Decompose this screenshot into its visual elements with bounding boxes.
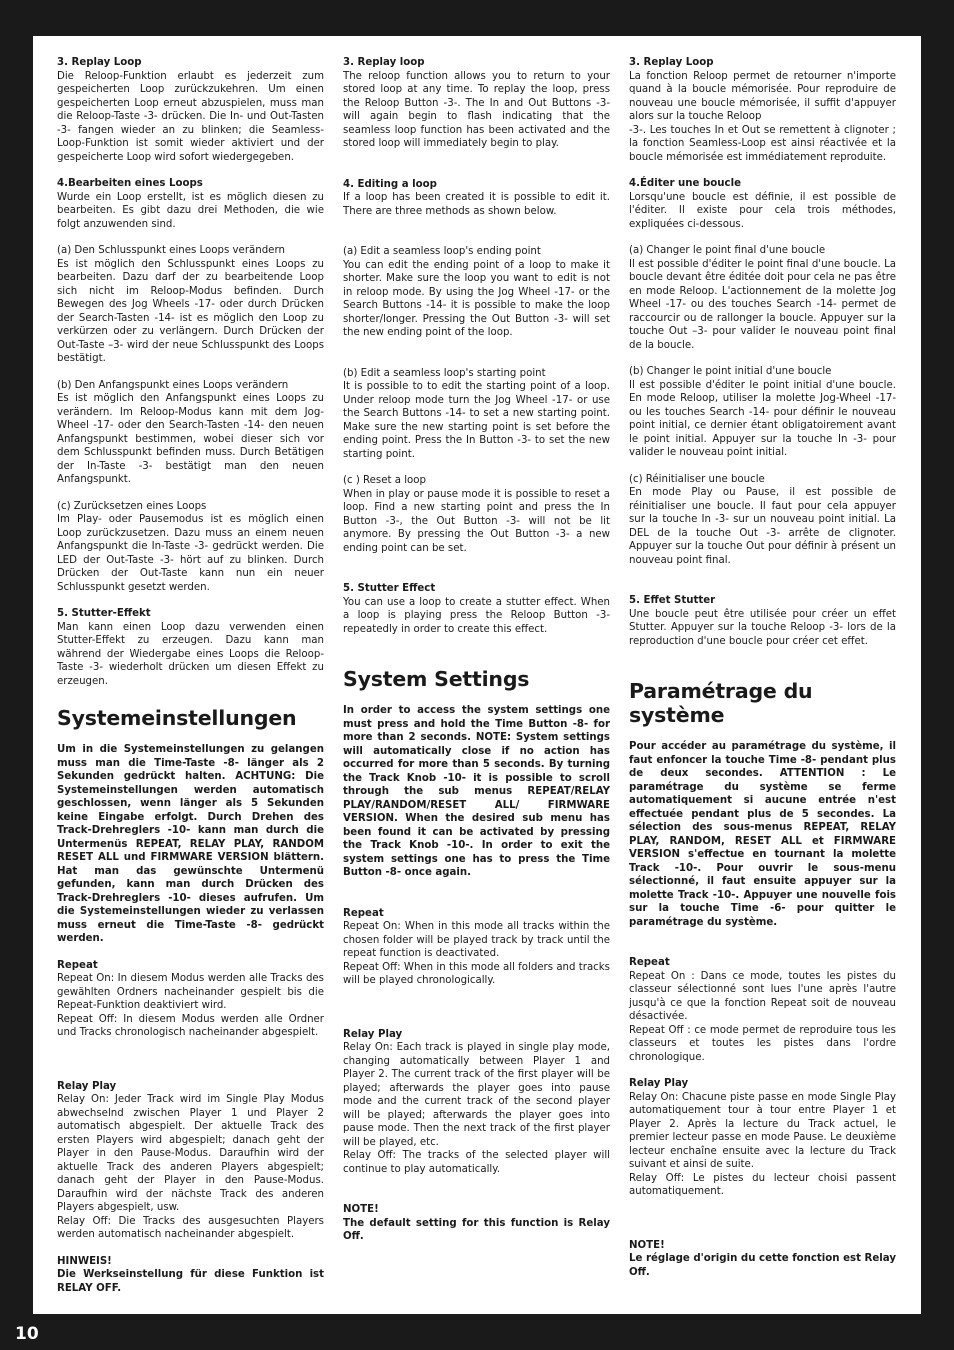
system-settings-heading: Systemeinstellungen [57, 706, 297, 730]
section-title: Relay Play [343, 1028, 403, 1040]
section-title: 3. Replay Loop [57, 57, 142, 68]
section-body: Relay On: Chacune piste passe en mode Single Play automatiquement tour à tour entre Player 1 et Player 2. Après la lecture du Track actuel, le premier lecteur passe en mode Pause. Le deuxième lecteur enchaîne ensuite avec la lecture du Track suivant et ainsi de suite. Relay Off: Le pistes du lecteur choisi passent automatiquement. [629, 1091, 896, 1197]
section-note [629, 1239, 896, 1280]
section-body: If a loop has been created it is possible to edit it. There are three methods as shown below. [343, 192, 610, 217]
section-stutter-effect [57, 607, 324, 688]
section-system-settings-intro [629, 740, 896, 929]
section-stutter-effect [343, 582, 610, 636]
section-repeat [57, 959, 324, 1040]
section-edit-ending-point [343, 245, 610, 340]
section-replay-loop [57, 56, 324, 164]
section-relay-play [57, 1080, 324, 1242]
section-body: Il est possible d'éditer le point final d'une boucle. La boucle devant être éditée doit pour cela ne pas être en mode Reloop. L'actionnement de la molette Jog Wheel -17- ou des touches Search -14- permet de raccourcir ou de rallonger la boucle. Appuyer sur la touche Out –3- pour valider le nouveau point final de la boucle. [629, 258, 896, 351]
section-body: It is possible to to edit the starting point of a loop. Under reloop mode turn the Jog Wheel -17- or use the Search Buttons -14- to set a new starting point. Make sure the new starting point is set before the ending point. Press the In Button -3- to set the new starting point. [343, 381, 610, 460]
section-subtitle: (c) Réinitialiser une boucle [629, 473, 765, 485]
section-system-settings-intro [57, 743, 324, 946]
section-relay-play [629, 1077, 896, 1199]
section-title: 5. Stutter-Effekt [57, 608, 151, 619]
section-title: Repeat [343, 907, 384, 919]
section-title: Relay Play [629, 1078, 689, 1089]
note-body: Le réglage d'origin du cette fonction est Relay Off. [629, 1253, 896, 1278]
section-body: Um in die Systemeinstellungen zu gelangen muss man die Time-Taste -8- länger als 2 Sekunden gedrückt halten. ACHTUNG: Die Systemeinstellungen werden automatisch geschlossen, wenn länger als 5 Sekunden keine Eingabe erfolgt. Durch Drehen des Track-Drehreglers -10- kann man durch die Untermenüs REPEAT, RELAY PLAY, RANDOM RESET ALL und FIRMWARE VERSION blättern. Hat man das gewünschte Untermenü gefunden, kann man durch Drücken des Track-Drehreglers -10- dieses aufrufen. Um die Systemeinstellungen wieder zu verlassen muss erneut die Time-Taste -8- gedrückt werden. [57, 744, 324, 944]
section-replay-loop [343, 56, 610, 151]
section-subtitle: (b) Changer le point initial d'une boucle [629, 366, 832, 377]
section-body: The reloop function allows you to return to your stored loop at any time. To replay the loop, press the Reloop Button -3-. The In and Out Buttons -3- will again begin to flash indicating that the seamless loop function has been activated and the stored loop will immediately begin to play. [343, 70, 610, 149]
section-title: 5. Stutter Effect [343, 583, 436, 594]
section-edit-ending-point [57, 244, 324, 366]
section-note [343, 1203, 610, 1244]
section-body: La fonction Reloop permet de retourner n'importe quand à la boucle mémorisée. Pour reproduire de nouveau une boucle mémorisée, il suffit d'appuyer alors sur la touche Reloop -3-. Les touches In et Out se remettent à clignoter ; la fonction Seamless-Loop est ainsi réactivée et la boucle mémorisée est immédiatement reproduite. [629, 70, 896, 163]
column-german [57, 56, 324, 1295]
section-body: Repeat On : Dans ce mode, toutes les pistes du classeur sélectionné sont lues l'une après l'autre jusqu'à ce que la fonction Repeat soit de nouveau désactivée. Repeat Off : ce mode permet de reproduire tous les classeurs et toutes les pistes dans l'ordre chronologique. [629, 970, 896, 1063]
section-body: Il est possible d'éditer le point initial d'une boucle. En mode Reloop, utiliser la molette Jog-Wheel -17- ou les touches Search -14- pour définir le nouveau point initial, ce dernier étant obligatoirement avant le point initial. Appuyer sur la touche In -3- pour valider le nouveau point initial. [629, 379, 896, 458]
section-edit-starting-point [343, 367, 610, 462]
section-body: When in play or pause mode it is possible to reset a loop. Find a new starting point and press the In Button -3-, the Out Button -3- will not be lit anymore. By pressing the Out Button -3- a new ending point can be set. [343, 488, 610, 554]
section-replay-loop [629, 56, 896, 164]
section-subtitle: (a) Den Schlusspunkt eines Loops verändern [57, 245, 285, 256]
section-subtitle: (c ) Reset a loop [343, 475, 426, 486]
section-body: Relay On: Each track is played in single play mode, changing automatically between Player 1 and Player 2. The current track of the first player will be played; afterwards the player goes into pause mode and the current track of the second player will be played; afterwards the player goes into pause mode. Then the next track of the first player will be played, etc. Relay Off: The tracks of the selected player will continue to play automatically. [343, 1042, 610, 1175]
section-body: Repeat On: When in this mode all tracks within the chosen folder will be played track by track until the repeat function is deactivated. Repeat Off: When in this mode all folders and tracks will be played chronologically. [343, 921, 610, 986]
section-repeat [629, 956, 896, 1064]
section-title: 4.Éditer une boucle [629, 178, 741, 189]
section-body: Es ist möglich den Anfangspunkt eines Loops zu verändern. Im Reloop-Modus kann mit dem Jog-Wheel -17- oder den Search-Tasten -14- den neuen Anfangspunkt bestimmen, wobei dieser sich vor dem Schlusspunkt befinden muss. Durch Betätigen der In-Taste -3- bestätigt man den neuen Anfangspunkt. [57, 393, 324, 485]
system-settings-heading: System Settings [343, 667, 530, 691]
manual-page [33, 36, 921, 1314]
section-title: 5. Effet Stutter [629, 595, 716, 606]
section-body: Lorsqu'une boucle est définie, il est possible de l'éditer. Il existe pour cela trois méthodes, expliquées ci-dessous. [629, 191, 896, 230]
section-body: Man kann einen Loop dazu verwenden einen Stutter-Effekt zu erzeugen. Dazu kann man während der Wiedergabe eines Loops die Reloop-Taste -3- wiederholt drücken um diesen Effekt zu erzeugen. [57, 621, 324, 687]
section-subtitle: (c) Zurücksetzen eines Loops [57, 500, 207, 512]
section-repeat [343, 907, 610, 988]
section-body: Im Play- oder Pausemodus ist es möglich einen Loop zurückzusetzen. Dazu muss an einem neuen Anfangspunkt die In-Taste -3- gedrückt werden. Die LED der Out-Taste -3- hört auf zu blinken. Durch Drücken der Out-Taste kann nun ein neuer Schlusspunkt gesetzt werden. [57, 514, 324, 593]
section-body: Es ist möglich den Schlusspunkt eines Loops zu bearbeiten. Dazu darf der zu bearbeitende Loop sich nicht im Reloop-Modus befinden. Durch Bewegen des Jog Wheels -17- oder durch Drücken der Search-Tasten -14- ist es möglich den Loop zu verkürzen oder zu verlängern. Durch Drücken der Out-Taste –3- wird der neue Schlusspunkt des Loops bestätigt. [57, 258, 324, 364]
system-settings-heading: Paramétrage du système [629, 679, 813, 727]
section-title: Repeat [57, 959, 98, 971]
note-title: NOTE! [629, 1239, 665, 1251]
section-subtitle: (a) Edit a seamless loop's ending point [343, 246, 541, 257]
section-subtitle: (b) Edit a seamless loop's starting point [343, 367, 546, 379]
section-reset-loop [629, 473, 896, 568]
section-body: You can use a loop to create a stutter effect. When a loop is playing press the Reloop Button -3- repeatedly in order to create this effect. [343, 596, 610, 635]
section-body: Pour accéder au paramétrage du système, il faut enfoncer la touche Time -8- pendant plus de deux secondes. ATTENTION : Le paramétrage du système se ferme automatiquement si aucune entrée n'est effectuée pendant plus de 5 secondes. La sélection des sous-menus REPEAT, RELAY PLAY, RANDOM, RESET ALL et FIRMWARE VERSION s'effectue en tournant la molette Track -10-. Pour ouvrir le sous-menu sélectionné, il faut ensuite appuyer sur la molette Track -10-. Appuyer une nouvelle fois sur la touche Time -6- pour quitter le paramétrage du système. [629, 741, 896, 928]
section-stutter-effect [629, 594, 896, 648]
section-editing-loop [343, 178, 610, 219]
section-body: Wurde ein Loop erstellt, ist es möglich diesen zu bearbeiten. Es gibt dazu drei Methoden, die wie folgt anzuwenden sind. [57, 191, 324, 230]
section-title: 4.Bearbeiten eines Loops [57, 178, 203, 189]
section-subtitle: (a) Changer le point final d'une boucle [629, 245, 826, 256]
note-body: The default setting for this function is Relay Off. [343, 1217, 610, 1242]
section-reset-loop [57, 500, 324, 595]
note-title: HINWEIS! [57, 1255, 112, 1267]
section-title: 3. Replay loop [343, 57, 425, 68]
section-body: Repeat On: In diesem Modus werden alle Tracks des gewählten Ordners nacheinander gespielt bis die Repeat-Funktion deaktiviert wird. Repeat Off: In diesem Modus werden alle Ordner und Tracks chronologisch nacheinander abgespielt. [57, 973, 324, 1038]
section-title: 3. Replay Loop [629, 57, 714, 68]
note-title: NOTE! [343, 1204, 379, 1215]
section-reset-loop [343, 474, 610, 555]
section-body: You can edit the ending point of a loop to make it shorter. Make sure the loop you want to edit is not in reloop mode. By using the Jog Wheel -17- or the Search Buttons -14- it is possible to make the loop shorter/longer. Pressing the Out Button -3- will set the new ending point of the loop. [343, 259, 610, 338]
section-subtitle: (b) Den Anfangspunkt eines Loops verändern [57, 379, 289, 391]
section-edit-ending-point [629, 244, 896, 352]
section-body: Une boucle peut être utilisée pour créer un effet Stutter. Appuyer sur la touche Reloop -3- lors de la reproduction d'une boucle pour créer cet effet. [629, 608, 896, 647]
section-title: Relay Play [57, 1080, 117, 1092]
page-number: 10 [15, 1324, 39, 1344]
column-french [629, 56, 896, 1279]
section-title: Repeat [629, 957, 670, 968]
column-english [343, 56, 610, 1244]
section-editing-loop [57, 177, 324, 231]
section-system-settings-intro [343, 704, 610, 880]
section-relay-play [343, 1028, 610, 1177]
section-title: 4. Editing a loop [343, 178, 437, 190]
section-edit-starting-point [57, 379, 324, 487]
section-body: Die Reloop-Funktion erlaubt es jederzeit zum gespeicherten Loop zurückzukehren. Um einen gespeicherten Loop erneut abzuspielen, muss man die Reloop-Taste -3- drücken. Die In- und Out-Tasten -3- fangen wieder an zu blinken; die Seamless-Loop-Funktion ist somit wieder aktiviert und der gespeicherte Loop wird sofort wiedergegeben. [57, 70, 324, 163]
note-body: Die Werkseinstellung für diese Funktion ist RELAY OFF. [57, 1269, 324, 1294]
section-note [57, 1255, 324, 1296]
section-edit-starting-point [629, 365, 896, 460]
section-body: In order to access the system settings one must press and hold the Time Button -8- for more than 2 seconds. NOTE: System settings will automatically close if no action has occurred for more than 5 seconds. By turning the Track Knob -10- it is possible to scroll through the sub menus REPEAT/RELAY PLAY/RANDOM/RESET ALL/ FIRMWARE VERSION. When the desired sub menu has been found it can be activated by pressing the Track Knob -10-. In order to exit the system settings one has to press the Time Button -8- once again. [343, 705, 610, 878]
section-editing-loop [629, 177, 896, 231]
section-body: Relay On: Jeder Track wird im Single Play Modus abwechselnd zwischen Player 1 und Player 2 automatisch abgespielt. Der aktuelle Track des ersten Players wird abgespielt; danach geht der Player in den Pause-Modus. Daraufhin wird der aktuelle Track des anderen Players abgespielt; danach geht der Player in den Pause-Modus. Daraufhin wird der nächste Track des anderen Players abgespielt, usw. Relay Off: Die Tracks des ausgesuchten Players werden automatisch nacheinander abgespielt. [57, 1094, 324, 1240]
section-body: En mode Play ou Pause, il est possible de réinitialiser une boucle. Il faut pour cela appuyer sur la touche In -3- sur un nouveau point initial. La DEL de la touche Out -3- arrête de clignoter. Appuyer sur la touche Out pour définir à présent un nouveau point final. [629, 487, 896, 566]
